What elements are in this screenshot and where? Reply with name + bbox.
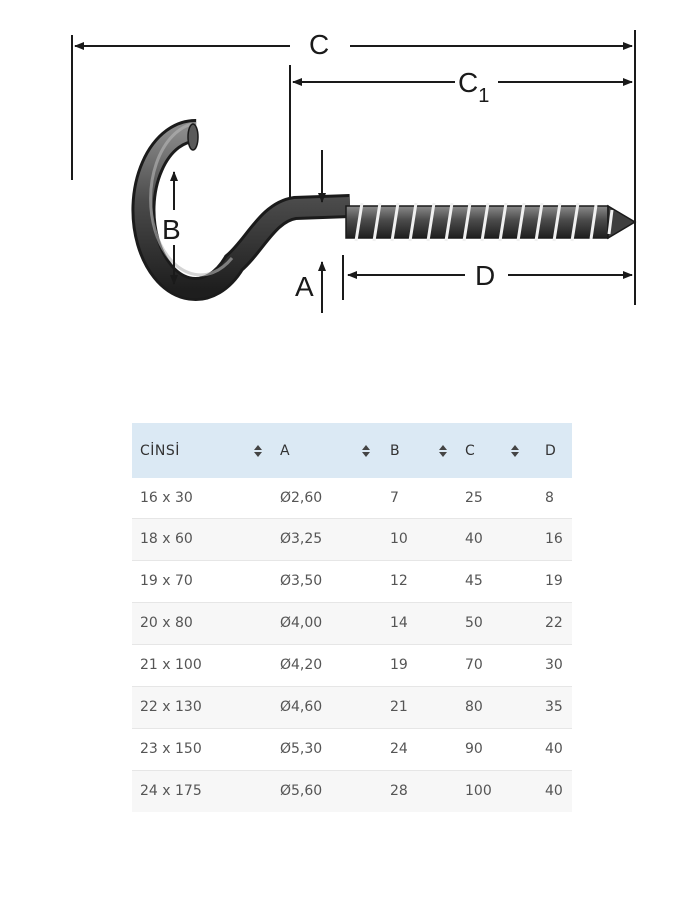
column-header-label: C (465, 442, 476, 459)
cell-d: 16 (537, 518, 572, 560)
cell-d: 8 (537, 478, 572, 518)
sort-updown-icon[interactable] (511, 445, 519, 457)
column-header-d[interactable] (537, 423, 572, 478)
table-row (132, 478, 572, 518)
cell-d: 40 (537, 770, 572, 812)
cell-a: Ø5,30 (272, 728, 382, 770)
column-header-cinsi[interactable] (132, 423, 272, 478)
table-header-row (132, 423, 572, 478)
cell-d: 30 (537, 644, 572, 686)
cell-cinsi: 24 x 175 (132, 770, 272, 812)
column-header-label: D (545, 442, 557, 459)
cell-b: 19 (382, 644, 457, 686)
cell-b: 10 (382, 518, 457, 560)
table-row (132, 602, 572, 644)
dimension-label-b: B (162, 214, 181, 245)
table-row (132, 518, 572, 560)
cell-c: 70 (457, 644, 537, 686)
dimension-label-c: C (309, 29, 330, 60)
sort-updown-icon[interactable] (254, 445, 262, 457)
cell-b: 14 (382, 602, 457, 644)
cell-c: 100 (457, 770, 537, 812)
table-row (132, 644, 572, 686)
cell-a: Ø4,60 (272, 686, 382, 728)
cell-d: 22 (537, 602, 572, 644)
cell-c: 25 (457, 478, 537, 518)
dimension-label-c1: $C_1$ (458, 67, 490, 107)
cell-b: 7 (382, 478, 457, 518)
column-header-label: CİNSİ (140, 442, 180, 459)
cell-c: 40 (457, 518, 537, 560)
cell-cinsi: 22 x 130 (132, 686, 272, 728)
cell-d: 35 (537, 686, 572, 728)
column-header-label: B (390, 442, 401, 459)
table-row (132, 686, 572, 728)
cell-a: Ø3,50 (272, 560, 382, 602)
cell-cinsi: 20 x 80 (132, 602, 272, 644)
dimension-label-a: A (295, 271, 314, 302)
cell-cinsi: 23 x 150 (132, 728, 272, 770)
dimension-label-d: D (475, 260, 496, 291)
column-header-b[interactable] (382, 423, 457, 478)
screw-hook-diagram (50, 0, 650, 385)
cell-cinsi: 18 x 60 (132, 518, 272, 560)
sort-updown-icon[interactable] (362, 445, 370, 457)
table-row (132, 560, 572, 602)
screw-hook-drawing (50, 0, 650, 385)
column-header-c[interactable] (457, 423, 537, 478)
table-row (132, 728, 572, 770)
cell-d: 40 (537, 728, 572, 770)
cell-c: 50 (457, 602, 537, 644)
specifications-table (132, 423, 572, 812)
cell-b: 24 (382, 728, 457, 770)
cell-d: 19 (537, 560, 572, 602)
cell-a: Ø2,60 (272, 478, 382, 518)
cell-a: Ø4,20 (272, 644, 382, 686)
column-header-a[interactable] (272, 423, 382, 478)
cell-c: 90 (457, 728, 537, 770)
cell-cinsi: 21 x 100 (132, 644, 272, 686)
cell-a: Ø4,00 (272, 602, 382, 644)
table-row (132, 770, 572, 812)
cell-c: 80 (457, 686, 537, 728)
cell-cinsi: 19 x 70 (132, 560, 272, 602)
cell-cinsi: 16 x 30 (132, 478, 272, 518)
cell-c: 45 (457, 560, 537, 602)
sort-updown-icon[interactable] (439, 445, 447, 457)
cell-b: 28 (382, 770, 457, 812)
cell-a: Ø5,60 (272, 770, 382, 812)
cell-b: 12 (382, 560, 457, 602)
cell-b: 21 (382, 686, 457, 728)
column-header-label: A (280, 442, 291, 459)
cell-a: Ø3,25 (272, 518, 382, 560)
